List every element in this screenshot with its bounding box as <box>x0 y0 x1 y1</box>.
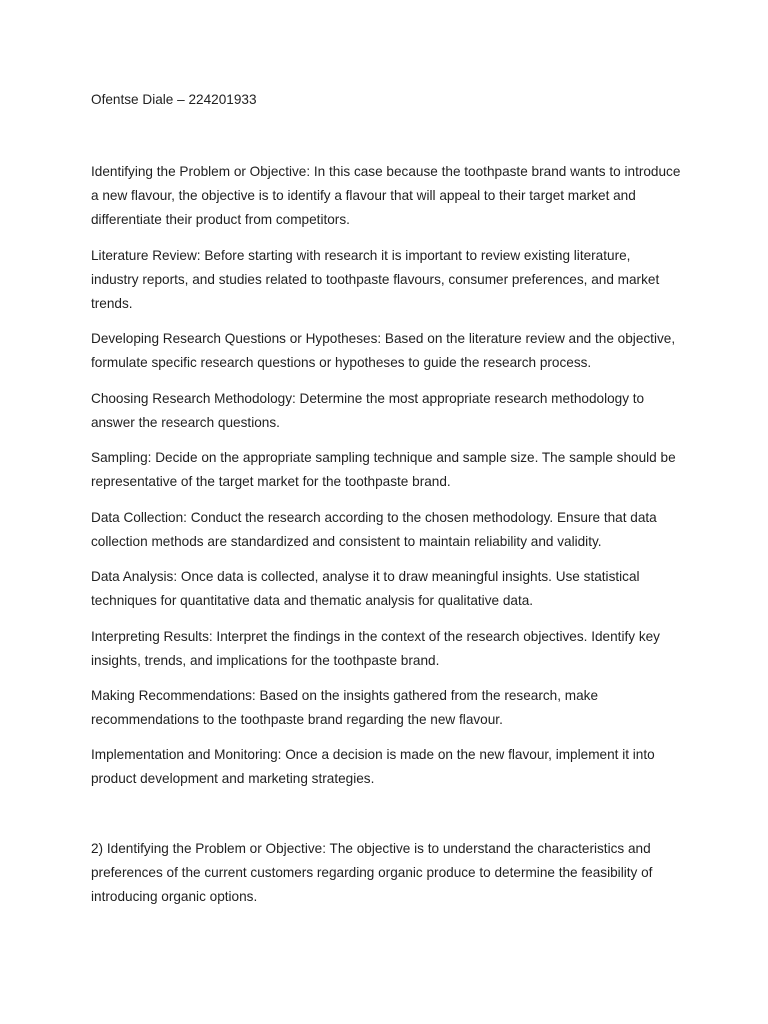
paragraph-implementation: Implementation and Monitoring: Once a decision is made on the new flavour, implement it into product development and marketing strategies. <box>91 747 655 786</box>
paragraph-sampling: Sampling: Decide on the appropriate sampling technique and sample size. The sample should be representative of the target market for the toothpaste brand. <box>91 450 676 489</box>
paragraph-data-analysis: Data Analysis: Once data is collected, analyse it to draw meaningful insights. Use statistical techniques for quantitative data and thematic analysis for qualitative data. <box>91 569 640 608</box>
paragraph-interpreting-results: Interpreting Results: Interpret the findings in the context of the research objectives. Identify key insights, trends, and implications for the toothpaste brand. <box>91 629 660 668</box>
author-line: Ofentse Diale – 224201933 <box>91 92 257 107</box>
paragraph-problem-objective: Identifying the Problem or Objective: In this case because the toothpaste brand wants to introduce a new flavour, the objective is to identify a flavour that will appeal to their target market and differentiate their product from competitors. <box>91 164 681 227</box>
paragraph-recommendations: Making Recommendations: Based on the insights gathered from the research, make recommendations to the toothpaste brand regarding the new flavour. <box>91 688 599 727</box>
paragraph-research-methodology: Choosing Research Methodology: Determine the most appropriate research methodology to answer the research questions. <box>91 391 645 430</box>
paragraph-data-collection: Data Collection: Conduct the research according to the chosen methodology. Ensure that data collection methods are standardized and consistent to maintain reliability and validity. <box>91 510 657 549</box>
paragraph-question-two: 2) Identifying the Problem or Objective: The objective is to understand the characteristics and preferences of the current customers regarding organic produce to determine the feasibility of introducing organic options. <box>91 841 653 904</box>
paragraph-literature-review: Literature Review: Before starting with research it is important to review existing literature, industry reports, and studies related to toothpaste flavours, consumer preferences, and market trends. <box>91 248 660 311</box>
paragraph-research-questions: Developing Research Questions or Hypotheses: Based on the literature review and the objective, formulate specific research questions or hypotheses to guide the research process. <box>91 331 676 370</box>
